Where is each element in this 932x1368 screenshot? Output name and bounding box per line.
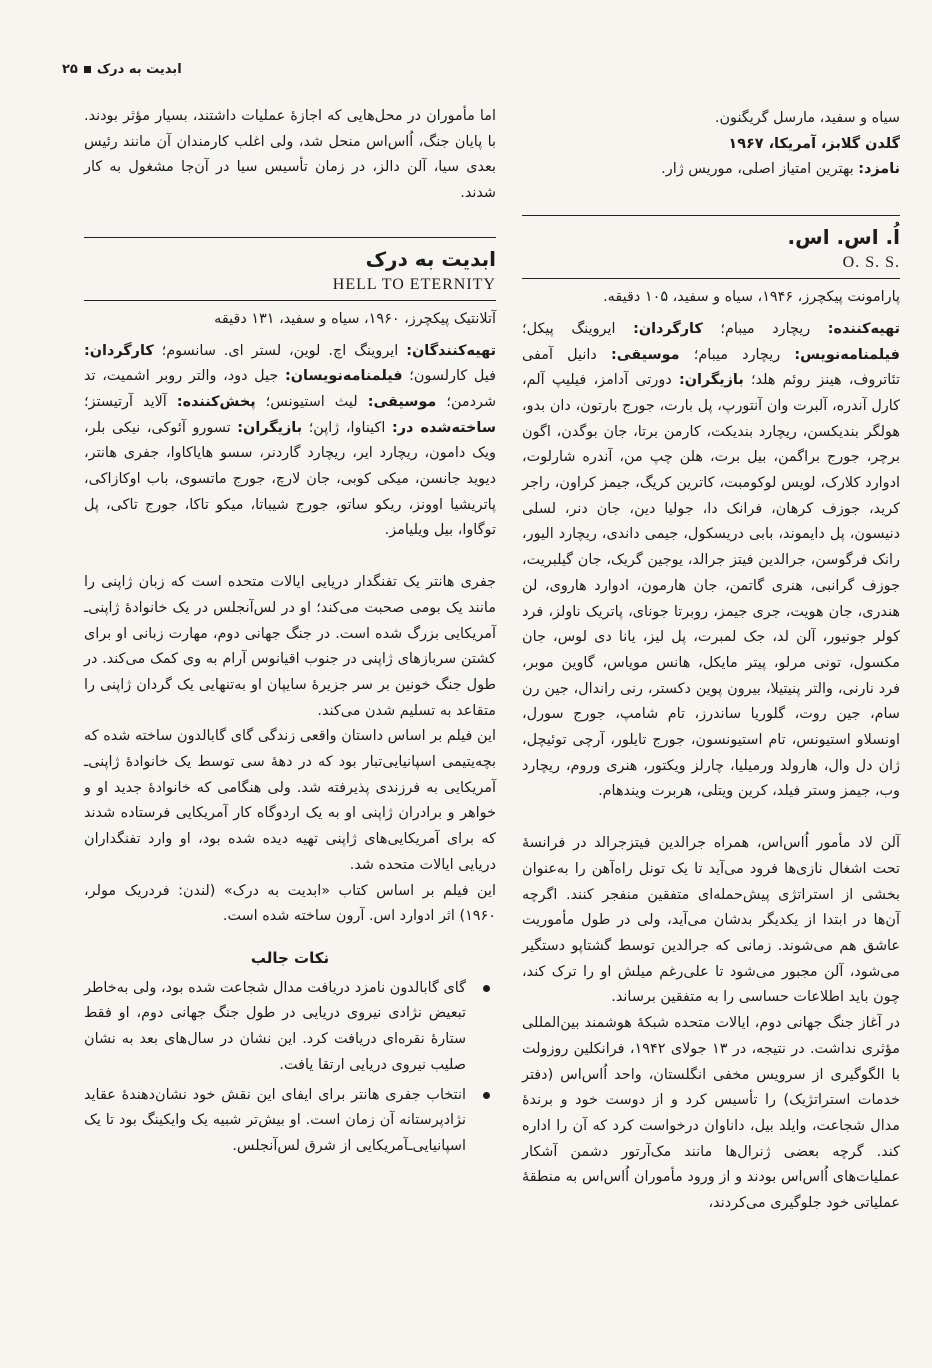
entry-meta: آتلانتیک پیکچرز، ۱۹۶۰، سیاه و سفید، ۱۳۱ دقیقه <box>214 310 496 327</box>
entry-credits: تهیه‌کننده: ریچارد میبام؛ کارگردان: ایروینگ پیکل؛ فیلمنامه‌نویس: ریچارد میبام؛ موسیقی: دانیل آمفی تئاتروف، هینز روئم هلد؛ بازیگران: دورتی آدامز، فیلیپ آلم، کارل آندره، آلبرت وان آنتورپ، پل بارت، جورج بارتون، دان بدو، هولگر بندیکسن، ریچارد بندیکت، کارمن برتا، جان بوگدن، اگون برچر، جورج براگمن، بیل برت، هلن چپ من، آندره شارلوت، ادوارد کلارک، لویس لوکومبت، کاترین کریگ، جیمز کراون، راجر کرید، جوزف کرهان، فرانک دا، جولیا دین، جان دنر، لسلی دنیسون، پل دایموند، بابی دریسکول، جیمی داندی، ریچارد الیور، رانک فرگوسن، جرالدین فیتز جرالد، یوجین گریک، جان گیلبریت، جوزف گرانبی، هنری گاتمن، جان هارمون، ادوارد هاروی، لن هندری، جان هویت، جری جیمز، روبرتا جونای، پاتریک ناولز، فرد کولر جونیور، آلن لد، جک لمبرت، پل لیز، یانا دی لوس، جان مکسول، تونی مرلو، پیتر مایکل، هانس مویاس، گاوین موبر، فرد نارنی، والتر پنیتیلا، بیرون پوین دکستر، رنی راندال، جین رن سام، جین روت، گلوریا ساندرز، تام شامپ، جورج سورل، اونسلاو استیونس، تام استیونسون، جورج تایلور، آرچی توئیچل، ژان دل وال، هارولد ورمیلیا، چارلز ویکتور، هنری وروم، ریچارد وب، جیمز وستر فیلد، کرین ویتلی، هربرت ویندهام. <box>522 320 900 800</box>
entry-title-fa: ابدیت به درک <box>365 246 496 271</box>
entry-credits: تهیه‌کنندگان: ایروینگ اچ. لوین، لستر ای. سانسوم؛ کارگردان: فیل کارلسون؛ فیلمنامه‌نویسان: جیل دود، والتر روبر اشمیت، تد شردمن؛ موسیقی: لیث استیونس؛ پخش‌کننده: آلاید آرتیستز؛ ساخته‌شده در: اکیناوا، ژاپن؛ بازیگران: تسورو آئوکی، نیکی بلر، ویک دامون، ریچارد ایر، ریچارد گاردنر، سسو هایاکاوا، جفری هانتر، دیوید جانسن، میکی کوبی، جان لارچ، جورج ماتسوی، باب اوکازاکی، پاتریشیا اوونز، ریکو ساتو، جورج شیباتا، میکو تاکا، جورج تاکی، پل توگاوا، بیل ویلیامز. <box>84 342 497 539</box>
notes-list <box>84 976 496 1160</box>
entry-title-rule <box>522 278 900 279</box>
entry-synopsis-2: در آغاز جنگ جهانی دوم، ایالات متحده شبکهٔ هوشمند بین‌المللی مؤثری نداشت. در نتیجه، در ۱۳ جولای ۱۹۴۲، فرانکلین روزولت با الگوگیری از سرویس مخفی انگلستان، واحد اُاس‌اس (دفتر خدمات استراتژیک) را تأسیس کرد و از دوست خود و برندهٔ مدال شجاعت، وایلد بیل، داناوان درخواست کرد که آن را اداره کند. گرچه بعضی ژنرال‌ها مانند مک‌آرتور دشمن آشکار عملیات‌های اُاس‌اس بودند و از ورود مأموران اُاس‌اس به منطقهٔ عملیاتی خود جلوگیری می‌کردند، <box>522 1015 901 1212</box>
prev-entry-line3: نامزد: بهترین امتیاز اصلی، موریس ژار. <box>661 161 900 178</box>
bullet-icon <box>483 1092 490 1099</box>
previous-entry-tail <box>522 106 900 183</box>
left-column <box>84 104 496 1160</box>
notes-title: نکات جالب <box>250 948 330 967</box>
note-item: گای گابالدون نامزد دریافت مدال شجاعت شده بود، ولی به‌خاطر تبعیض نژادی نیروی دریایی در طول جنگ جهانی دوم، او فقط ستارهٔ نقره‌ای دریافت کرد. این نشان در سال‌های بعد به نشان صلیب نیروی دریایی ارتقا یافت. <box>84 976 496 1079</box>
bullet-icon <box>483 985 490 992</box>
entry-title-en: O. S. S. <box>842 254 900 272</box>
entry-title-fa: اُ. اس. اس. <box>787 225 900 250</box>
entry-title-en: HELL TO ETERNITY <box>332 275 496 293</box>
entry-divider <box>84 237 496 238</box>
header-book-title: ابدیت به درک <box>96 62 182 77</box>
running-header <box>62 62 182 77</box>
entry-meta: پارامونت پیکچرز، ۱۹۴۶، سیاه و سفید، ۱۰۵ دقیقه. <box>603 289 900 306</box>
entry-synopsis-3: این فیلم بر اساس کتاب «ابدیت به درک» (لندن: فردریک مولر، ۱۹۶۰) اثر ادوارد اس. آرون ساخته شده است. <box>84 882 496 925</box>
entry-synopsis-2: این فیلم بر اساس داستان واقعی زندگی گای گابالدون ساخته شده که بچه‌یتیمی اسپانیایی‌تبار بود که در دههٔ سی توسط یک خانوادهٔ ژاپنی‌ـ آمریکایی به فرزندی پذیرفته شد. ولی هنگامی که خانوادهٔ جدید او و خواهر و برادران ژاپنی او به یک اردوگاه کار آمریکایی فرستاده شدند که برای آمریکایی‌های ژاپنی تهیه دیده شده بود، او وارد تفنگداران دریایی ایالات متحده شد. <box>84 728 496 873</box>
prev-entry-line1: سیاه و سفید، مارسل گریگنون. <box>714 110 900 126</box>
header-square-icon <box>84 66 91 73</box>
entry-divider <box>522 215 900 216</box>
entry-title-rule <box>84 300 496 301</box>
entry-synopsis-1: جفری هانتر یک تفنگدار دریایی ایالات متحده است که زبان ژاپنی را مانند یک بومی صحبت می‌کند؛ او در لس‌آنجلس در یک خانوادهٔ ژاپنی‌ـ آمریکایی بزرگ شده است. در جنگ جهانی دوم، مهارت زبانی او برای کشتن سربازهای ژاپنی در جنوب اقیانوس آرام به وی کمک می‌کند. در طول جنگ خونین بر سر جزیرهٔ سایپان او به‌تنهایی یک گردان ژاپنی را متقاعد به تسلیم شدن می‌کند. <box>84 574 496 719</box>
note-item: انتخاب جفری هانتر برای ایفای این نقش خود نشان‌دهندهٔ عقاید نژادپرستانه آن زمان است. او بیش‌تر شبیه یک وایکینگ بود تا یک اسپانیایی‌ـآمریکایی از شرق لس‌آنجلس. <box>84 1083 496 1160</box>
entry-synopsis-1: آلن لاد مأمور اُاس‌اس، همراه جرالدین فیتزجرالد در فرانسهٔ تحت اشغال نازی‌ها فرود می‌آید تا یک تونل راه‌آهن را به‌عنوان بخشی از استراتژی پیش‌حمله‌ای متفقین منفجر کنند. اگرچه آن‌ها در ابتدا از یکدیگر بدشان می‌آید، ولی در طول مأموریت عاشق هم می‌شوند. زمانی که جرالدین توسط گشتاپو دستگیر می‌شود، آلن مجبور می‌شود تا علی‌رغم میلش او را ترک کند، چون باید اطلاعات حساسی را به متفقین برساند. <box>522 835 900 1006</box>
continued-text: اما مأموران در محل‌هایی که اجازهٔ عملیات داشتند، بسیار مؤثر بودند. با پایان جنگ، اُاس‌اس منحل شد، ولی اغلب کارمندان آن مانند رئیس بعدی سیا، آلن دالز، در زمان تأسیس سیا در آن‌جا مشغول به کار شدند. <box>84 108 496 202</box>
prev-entry-line2: گلدن گلابز، آمریکا، ۱۹۶۷ <box>728 135 900 152</box>
right-column <box>522 104 900 1217</box>
page-number: ۲۵ <box>62 62 78 77</box>
